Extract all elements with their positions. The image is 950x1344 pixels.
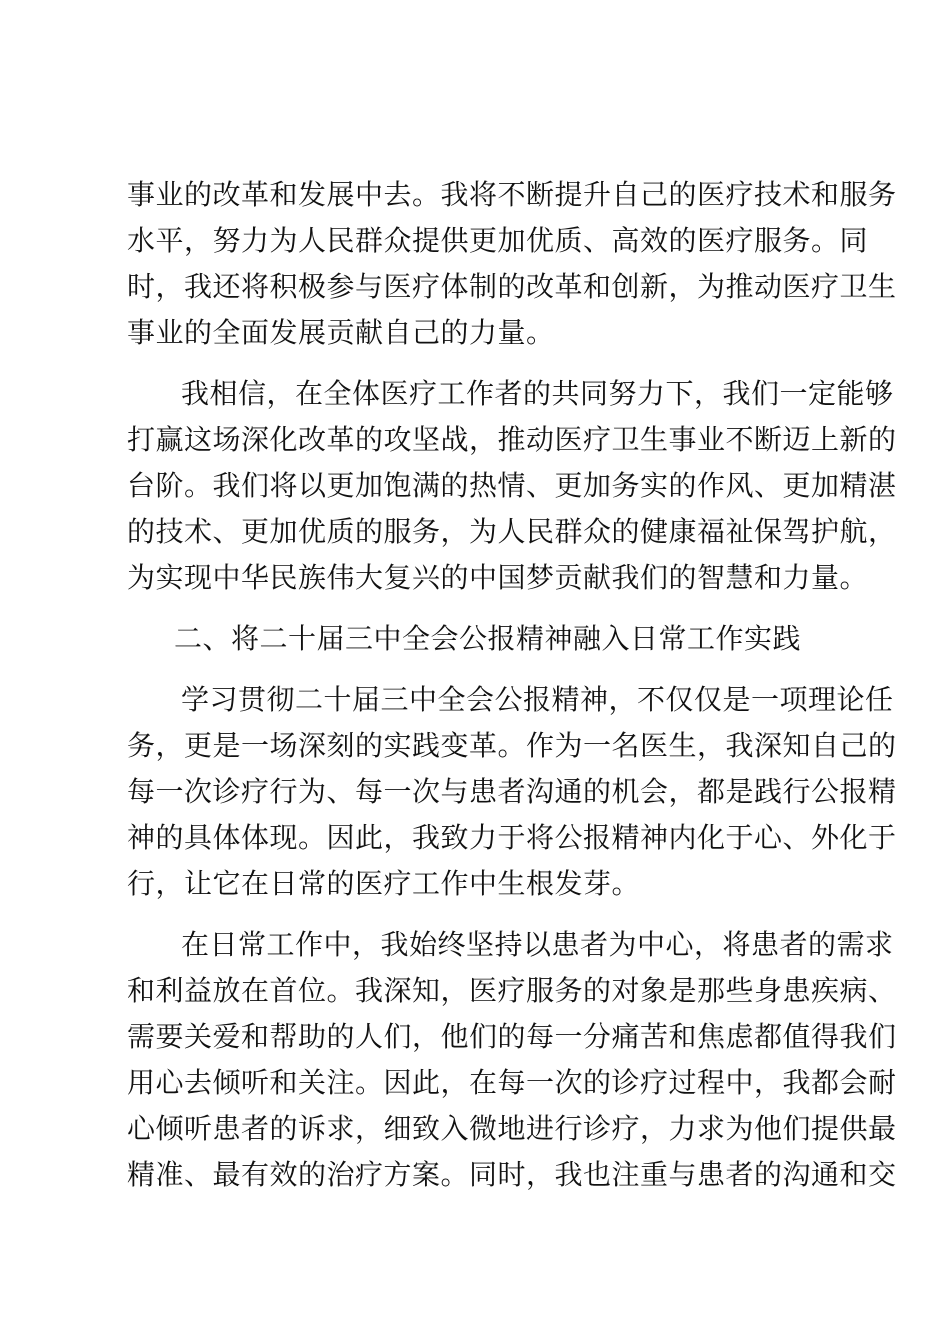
text-line: 精准、最有效的治疗方案。同时，我也注重与患者的沟通和交 bbox=[127, 1158, 897, 1191]
text-line: 行，让它在日常的医疗工作中生根发芽。 bbox=[127, 867, 641, 900]
text-line: 打赢这场深化改革的攻坚战，推动医疗卫生事业不断迈上新的 bbox=[127, 423, 897, 456]
document-body bbox=[127, 172, 897, 1198]
text-line: 和利益放在首位。我深知，医疗服务的对象是那些身患疾病、 bbox=[127, 974, 897, 1007]
text-line: 水平，努力为人民群众提供更加优质、高效的医疗服务。同 bbox=[127, 224, 869, 257]
paragraph-continuation bbox=[127, 172, 897, 356]
text-line: 心倾听患者的诉求，细致入微地进行诊疗，力求为他们提供最 bbox=[127, 1112, 897, 1145]
text-line: 学习贯彻二十届三中全会公报精神，不仅仅是一项理论任 bbox=[181, 683, 894, 716]
text-line: 时，我还将积极参与医疗体制的改革和创新，为推动医疗卫生 bbox=[127, 270, 897, 303]
section-heading bbox=[127, 616, 837, 662]
section-heading-text: 二、将二十届三中全会公报精神融入日常工作实践 bbox=[174, 622, 802, 655]
paragraph-study bbox=[127, 677, 897, 907]
paragraph-belief bbox=[127, 371, 897, 601]
text-line: 为实现中华民族伟大复兴的中国梦贡献我们的智慧和力量。 bbox=[127, 561, 869, 594]
text-line: 事业的全面发展贡献自己的力量。 bbox=[127, 316, 555, 349]
text-line: 用心去倾听和关注。因此，在每一次的诊疗过程中，我都会耐 bbox=[127, 1066, 897, 1099]
text-line: 事业的改革和发展中去。我将不断提升自己的医疗技术和服务 bbox=[127, 178, 897, 211]
text-line: 我相信，在全体医疗工作者的共同努力下，我们一定能够 bbox=[181, 377, 894, 410]
text-line: 的技术、更加优质的服务，为人民群众的健康福祉保驾护航， bbox=[127, 515, 897, 548]
paragraph-daily-work bbox=[127, 922, 897, 1198]
text-line: 务，更是一场深刻的实践变革。作为一名医生，我深知自己的 bbox=[127, 729, 897, 762]
text-line: 需要关爱和帮助的人们，他们的每一分痛苦和焦虑都值得我们 bbox=[127, 1020, 897, 1053]
text-line: 在日常工作中，我始终坚持以患者为中心，将患者的需求 bbox=[181, 928, 894, 961]
text-line: 神的具体体现。因此，我致力于将公报精神内化于心、外化于 bbox=[127, 821, 897, 854]
text-line: 每一次诊疗行为、每一次与患者沟通的机会，都是践行公报精 bbox=[127, 775, 897, 808]
text-line: 台阶。我们将以更加饱满的热情、更加务实的作风、更加精湛 bbox=[127, 469, 897, 502]
